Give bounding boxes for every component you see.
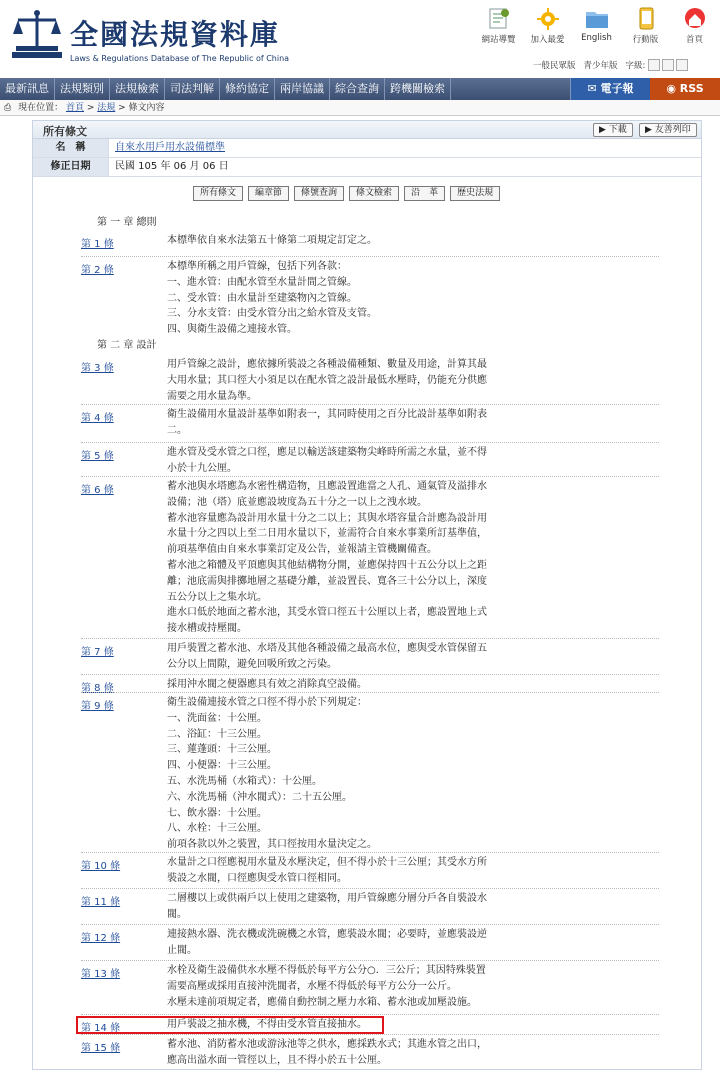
article-number-link[interactable]: 第 15 條 bbox=[81, 1043, 121, 1054]
article-number-link[interactable]: 第 13 條 bbox=[81, 969, 121, 980]
nav-treaties[interactable]: 條約協定 bbox=[220, 78, 275, 100]
article-divider bbox=[81, 638, 659, 639]
font-small-icon[interactable] bbox=[648, 59, 660, 71]
mail-icon: ✉ bbox=[587, 82, 601, 95]
article-divider bbox=[81, 442, 659, 443]
article-divider bbox=[81, 404, 659, 405]
article-text-line: 蓄水池、消防蓄水池或游泳池等之供水，應採跌水式；其進水管之出口， bbox=[167, 1039, 487, 1050]
chapter-heading: 第 一 章 總則 bbox=[97, 217, 157, 228]
article-text-line: 衛生設備用水量設計基準如附表一，其同時使用之百分比設計基準如附表 bbox=[167, 409, 487, 420]
article-text-line: 用戶裝設之抽水機，不得由受水管直接抽水。 bbox=[167, 1019, 367, 1030]
print-button[interactable]: ▶ 友善列印 bbox=[639, 123, 697, 137]
general-version-link[interactable]: 一般民眾版 bbox=[533, 61, 576, 71]
breadcrumb: ⎙ 現在位置： 首頁 > 法規 > 條文內容 bbox=[0, 100, 720, 116]
article-text-line: 三、蓮蓬頭：十三公厘。 bbox=[167, 744, 277, 756]
nav-judicial-interpretations[interactable]: 司法判解 bbox=[165, 78, 220, 100]
youth-version-link[interactable]: 青少年版 bbox=[583, 61, 618, 71]
article-text-line: 一、洗面盆：十公厘。 bbox=[167, 712, 267, 724]
article-number-link[interactable]: 第 10 條 bbox=[81, 861, 121, 872]
breadcrumb-prefix: 現在位置： bbox=[18, 103, 64, 113]
font-size-label: 字級: bbox=[625, 61, 646, 71]
view-toolbar bbox=[193, 186, 505, 201]
article-text bbox=[167, 233, 655, 249]
article-text-line: 水壓未達前項規定者，應備自動控制之壓力水箱、蓄水池或加壓設施。 bbox=[167, 996, 477, 1008]
article-text bbox=[167, 259, 655, 338]
article-text-line: 一、進水管：由配水管至水量計間之管線。 bbox=[167, 276, 357, 288]
article-divider bbox=[81, 1014, 659, 1015]
add-favorite-link[interactable] bbox=[523, 4, 572, 48]
rss-label: RSS bbox=[679, 82, 704, 95]
english-link[interactable] bbox=[572, 4, 621, 48]
article-text-line: 接水槽或持壓閥。 bbox=[167, 623, 247, 635]
article-text-line: 水栓及衛生設備供水水壓不得低於每平方公分○．三公斤；其因特殊裝置 bbox=[167, 965, 486, 976]
main-nav bbox=[0, 78, 720, 100]
article-text bbox=[167, 855, 655, 887]
site-subtitle: Laws & Regulations Database of The Republic of China bbox=[70, 54, 290, 63]
article-divider bbox=[81, 256, 659, 257]
article-divider bbox=[81, 674, 659, 675]
amend-date-value: 民國 105 年 06 月 06 日 bbox=[115, 161, 229, 172]
article-text-line: 六、水洗馬桶（沖水閥式）：二十五公厘。 bbox=[167, 791, 352, 803]
article-text-line: 採用沖水閥之便器應具有效之消除真空設備。 bbox=[167, 679, 367, 690]
article-text-line: 二、浴缸：十三公厘。 bbox=[167, 728, 267, 740]
article-number-link[interactable]: 第 2 條 bbox=[81, 265, 114, 276]
home-link[interactable] bbox=[670, 4, 719, 48]
article-divider bbox=[81, 924, 659, 925]
article-text bbox=[167, 695, 655, 853]
law-name-row bbox=[33, 139, 701, 158]
sitemap-link[interactable] bbox=[474, 4, 523, 48]
article-text bbox=[167, 641, 655, 673]
article-text-line: 二層樓以上或供兩戶以上使用之建築物，用戶管線應分層分戶各自裝設水 bbox=[167, 893, 487, 904]
article-text-line: 應高出溢水面一管徑以上，且不得小於五十公厘。 bbox=[167, 1054, 387, 1066]
article-divider bbox=[81, 1034, 659, 1035]
breadcrumb-current: 條文內容 bbox=[128, 103, 165, 113]
nav-latest-news[interactable]: 最新訊息 bbox=[0, 78, 55, 100]
sitemap-label: 網站導覽 bbox=[481, 35, 516, 45]
article-text bbox=[167, 927, 655, 959]
justice-scale-icon bbox=[10, 8, 64, 60]
nav-cross-agency[interactable]: 跨機關檢索 bbox=[385, 78, 451, 100]
rss-button[interactable] bbox=[650, 78, 720, 100]
article-number-link[interactable]: 第 7 條 bbox=[81, 647, 114, 658]
article-text-line: 大用水量；其口徑大小須足以在配水管之設計最低水壓時，仍能充分供應 bbox=[167, 374, 487, 386]
epaper-button[interactable] bbox=[570, 78, 650, 100]
article-text bbox=[167, 407, 655, 439]
article-text-line: 四、小便器：十三公厘。 bbox=[167, 760, 277, 772]
sitemap-icon bbox=[485, 6, 513, 30]
article-text-line: 衛生設備連接水管之口徑不得小於下列規定： bbox=[167, 697, 367, 708]
articles-panel bbox=[32, 120, 702, 1070]
page-icon: ⎙ bbox=[4, 103, 12, 113]
top-icon-bar bbox=[474, 4, 720, 48]
article-number-link[interactable]: 第 3 條 bbox=[81, 363, 114, 374]
article-text-line: 需要之用水量為準。 bbox=[167, 390, 257, 402]
site-logo[interactable] bbox=[10, 8, 430, 68]
nav-law-search[interactable]: 法規檢索 bbox=[110, 78, 165, 100]
article-search-button[interactable]: 條文檢索 bbox=[349, 186, 399, 201]
article-number-link[interactable]: 第 8 條 bbox=[81, 683, 114, 694]
favorite-icon bbox=[534, 6, 562, 30]
article-number-link[interactable]: 第 4 條 bbox=[81, 413, 114, 424]
article-divider bbox=[81, 476, 659, 477]
article-divider bbox=[81, 960, 659, 961]
article-text-line: 水量計之口徑應視用水量及水壓決定，但不得小於十三公厘；其受水方所 bbox=[167, 857, 487, 868]
article-text-line: 蓄水池之箱體及平頂應與其他結構物分開，並應保持四十五公分以上之距 bbox=[167, 559, 487, 571]
article-text bbox=[167, 1037, 655, 1069]
site-header bbox=[0, 0, 720, 78]
article-text-line: 用戶裝置之蓄水池、水塔及其他各種設備之最高水位，應與受水管保留五 bbox=[167, 643, 487, 654]
article-text-line: 蓄水池與水塔應為水密性構造物，且應設置進當之人孔、通氣管及溢排水 bbox=[167, 481, 487, 492]
article-text-line: 離；池底需與排擲地層之基礎分離，並設置長、寬各三十公分以上，深度 bbox=[167, 575, 487, 587]
history-button[interactable]: 沿 革 bbox=[404, 186, 445, 201]
font-large-icon[interactable] bbox=[676, 59, 688, 71]
article-text-line: 四、與衛生設備之連接水管。 bbox=[167, 324, 297, 336]
panel-title: 所有條文 bbox=[43, 125, 87, 138]
article-text-line: 七、飲水器：十公厘。 bbox=[167, 807, 267, 819]
article-text bbox=[167, 963, 655, 1010]
chapter-heading: 第 二 章 設計 bbox=[97, 340, 157, 351]
article-number-link[interactable]: 第 9 條 bbox=[81, 701, 114, 712]
article-text-line: 本標準所稱之用戶管線，包括下列各款： bbox=[167, 261, 347, 272]
article-text-line: 二、受水管：由水量計至建築物內之管線。 bbox=[167, 292, 357, 304]
article-text-line: 連接熱水器、洗衣機或洗碗機之水管，應裝設水閥；必要時，並應裝設逆 bbox=[167, 929, 487, 940]
amend-date-label: 修正日期 bbox=[33, 158, 109, 176]
article-text-line: 蓄水池容量應為設計用水量十分之二以上；其與水塔容量合計應為設計用 bbox=[167, 512, 487, 524]
nav-law-categories[interactable]: 法規類別 bbox=[55, 78, 110, 100]
site-title: 全國法規資料庫 bbox=[70, 18, 281, 51]
nav-cross-strait[interactable]: 兩岸協議 bbox=[275, 78, 330, 100]
article-text-line: 本標準依自來水法第五十條第二項規定訂定之。 bbox=[167, 235, 377, 246]
article-number-link[interactable]: 第 6 條 bbox=[81, 485, 114, 496]
article-text-line: 進水口低於地面之蓄水池，其受水管口徑五十公厘以上者，應設置地上式 bbox=[167, 607, 487, 619]
article-text-line: 三、分水支管：由受水管分出之給水管及支管。 bbox=[167, 308, 377, 320]
home-label: 首頁 bbox=[685, 35, 703, 45]
article-text-line: 前項基準值由自來水事業訂定及公告，並報請主管機關備查。 bbox=[167, 544, 437, 556]
breadcrumb-law[interactable]: 法規 bbox=[97, 103, 116, 113]
article-number-link[interactable]: 第 12 條 bbox=[81, 933, 121, 944]
article-text-line: 需要高壓或採用直接沖洗閥者，水壓不得低於每平方公分一公斤。 bbox=[167, 980, 457, 992]
mobile-icon bbox=[632, 6, 660, 30]
article-divider bbox=[81, 692, 659, 693]
article-divider bbox=[81, 852, 659, 853]
home-icon bbox=[681, 6, 709, 30]
all-articles-button[interactable]: 所有條文 bbox=[193, 186, 243, 201]
article-number-link[interactable]: 第 11 條 bbox=[81, 897, 121, 908]
article-text bbox=[167, 891, 655, 923]
english-label: English bbox=[581, 33, 612, 43]
article-text-line: 水量十分之四以上至二日用水量以下，並需符合自來水事業所訂基準值， bbox=[167, 528, 487, 540]
article-text bbox=[167, 677, 655, 693]
article-no-search-button[interactable]: 條號查詢 bbox=[294, 186, 344, 201]
article-text-line: 前項各款以外之裝置，其口徑按用水量決定之。 bbox=[167, 839, 377, 851]
article-divider bbox=[81, 888, 659, 889]
font-medium-icon[interactable] bbox=[662, 59, 674, 71]
article-number-link[interactable]: 第 5 條 bbox=[81, 451, 114, 462]
chapters-button[interactable]: 編章節 bbox=[248, 186, 289, 201]
highlight-box bbox=[76, 1016, 384, 1034]
breadcrumb-home[interactable]: 首頁 bbox=[65, 103, 84, 113]
download-button[interactable]: ▶ 下載 bbox=[593, 123, 633, 137]
article-text-line: 公分以上間隙，避免回吸所致之污染。 bbox=[167, 658, 337, 670]
article-number-link[interactable]: 第 14 條 bbox=[81, 1023, 121, 1034]
favorite-label: 加入最愛 bbox=[530, 35, 565, 45]
version-links bbox=[533, 58, 690, 72]
article-text-line: 小於十九公厘。 bbox=[167, 462, 237, 474]
article-text-line: 八、水栓：十三公厘。 bbox=[167, 823, 267, 835]
law-name-label: 名 稱 bbox=[33, 139, 109, 157]
article-text bbox=[167, 357, 655, 404]
article-number-link[interactable]: 第 1 條 bbox=[81, 239, 114, 250]
download-label: 下載 bbox=[608, 125, 627, 135]
rss-icon: ◉ bbox=[666, 82, 680, 95]
article-text-line: 止閥。 bbox=[167, 944, 197, 956]
article-text-line: 二。 bbox=[167, 424, 187, 436]
mobile-version-link[interactable] bbox=[621, 4, 670, 48]
english-icon bbox=[583, 6, 611, 30]
article-text-line: 五、水洗馬桶（水箱式）：十公厘。 bbox=[167, 775, 322, 787]
panel-header bbox=[33, 121, 701, 139]
nav-general-query[interactable]: 綜合查詢 bbox=[330, 78, 385, 100]
epaper-label: 電子報 bbox=[600, 82, 634, 95]
article-text bbox=[167, 445, 655, 477]
article-text-line: 五公分以上之集水坑。 bbox=[167, 591, 267, 603]
mobile-label: 行動版 bbox=[632, 35, 659, 45]
article-text-line: 進水管及受水管之口徑，應足以輸送該建築物尖峰時所需之水量，並不得 bbox=[167, 447, 487, 458]
amend-date-row bbox=[33, 158, 701, 177]
print-label: 友善列印 bbox=[654, 125, 691, 135]
historical-laws-button[interactable]: 歷史法規 bbox=[450, 186, 500, 201]
law-name-link[interactable]: 自來水用戶用水設備標準 bbox=[115, 142, 225, 153]
article-text-line: 閥。 bbox=[167, 908, 187, 920]
article-text-line: 用戶管線之設計，應依據所裝設之各種設備種類、數量及用途，計算其最 bbox=[167, 359, 487, 370]
article-text-line: 設備；池（塔）底並應設坡度為五十分之一以上之洩水坡。 bbox=[167, 496, 427, 508]
article-text-line: 裝設之水閥，口徑應與受水管口徑相同。 bbox=[167, 872, 347, 884]
article-text bbox=[167, 479, 655, 637]
